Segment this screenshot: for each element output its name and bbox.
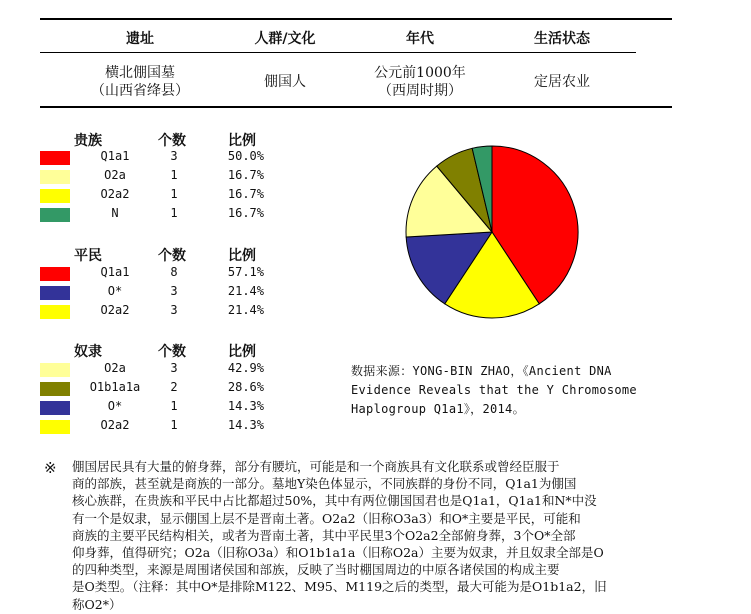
- ratio-header: 比例: [228, 248, 256, 264]
- percent: 16.7%: [227, 187, 264, 201]
- percent: 16.7%: [227, 168, 264, 182]
- group-commoners: [40, 245, 280, 323]
- col-header-people: 人群/文化: [254, 31, 316, 47]
- count: 1: [170, 187, 178, 201]
- note-paragraph: [72, 458, 672, 613]
- table-row: [40, 303, 280, 321]
- count: 3: [170, 284, 178, 298]
- note-line: 倗国居民具有大量的俯身葬，部分有腰坑，可能是和一个商族具有文化联系或曾经臣服于: [72, 459, 560, 474]
- color-swatch: [40, 305, 70, 319]
- count: 3: [170, 303, 178, 317]
- table-row: [40, 399, 280, 417]
- date-line1: 公元前1000年: [374, 65, 466, 81]
- percent: 14.3%: [227, 418, 264, 432]
- count: 1: [170, 206, 178, 220]
- col-header-site: 遗址: [126, 31, 154, 47]
- percent: 57.1%: [227, 265, 264, 279]
- count: 3: [170, 149, 178, 163]
- percent: 16.7%: [227, 206, 264, 220]
- table-row: [40, 149, 280, 167]
- note-line: 称O2*）: [72, 596, 122, 612]
- haplogroup: O*: [107, 399, 123, 413]
- haplogroup: O2a2: [100, 303, 130, 317]
- color-swatch: [40, 420, 70, 434]
- source-line: 数据来源：YONG-BIN ZHAO，《Ancient DNA: [351, 364, 612, 378]
- color-swatch: [40, 189, 70, 203]
- percent: 28.6%: [227, 380, 264, 394]
- date-value: [350, 64, 490, 100]
- group-nobles: [40, 130, 280, 226]
- note-line: 仰身葬，值得研究；O2a（旧称O3a）和O1b1a1a（旧称O2a）主要为奴隶，并且奴隶全部是O: [72, 545, 604, 561]
- percent: 42.9%: [227, 361, 264, 375]
- group-title: 贵族: [74, 133, 102, 149]
- table-row: [40, 187, 280, 205]
- percent: 21.4%: [227, 284, 264, 298]
- haplogroup: O2a: [104, 168, 126, 182]
- top-rule: [40, 18, 672, 20]
- haplogroup-pie-chart: [400, 140, 590, 330]
- haplogroup: O1b1a1a: [89, 380, 141, 394]
- count: 8: [170, 265, 178, 279]
- color-swatch: [40, 286, 70, 300]
- count: 3: [170, 361, 178, 375]
- site-name: [70, 64, 210, 100]
- group-title: 奴隶: [74, 344, 102, 360]
- people-name: 倗国人: [264, 74, 306, 90]
- note-line: 是O类型。（注释：其中O*是排除M122、M95、M119之后的类型，最大可能为是O1b1a2，旧: [72, 579, 607, 595]
- haplogroup: O2a2: [100, 418, 130, 432]
- percent: 14.3%: [227, 399, 264, 413]
- count-header: 个数: [158, 133, 186, 149]
- color-swatch: [40, 363, 70, 377]
- haplogroup: O2a: [104, 361, 126, 375]
- source-line: Evidence Reveals that the Y Chromosome: [351, 383, 637, 397]
- percent: 21.4%: [227, 303, 264, 317]
- lifestyle-value: 定居农业: [534, 74, 590, 90]
- header-rule: [40, 52, 636, 53]
- color-swatch: [40, 267, 70, 281]
- col-header-date: 年代: [406, 31, 434, 47]
- date-line2: （西周时期）: [378, 83, 462, 99]
- count: 1: [170, 168, 178, 182]
- col-header-lifestyle: 生活状态: [534, 31, 590, 47]
- group-header: [40, 341, 280, 359]
- color-swatch: [40, 208, 70, 222]
- haplogroup: O2a2: [100, 187, 130, 201]
- count-header: 个数: [158, 344, 186, 360]
- color-swatch: [40, 401, 70, 415]
- bottom-rule: [40, 106, 672, 108]
- site-name-line1: 横北倗国墓: [105, 65, 175, 81]
- table-row: [40, 168, 280, 186]
- ratio-header: 比例: [228, 344, 256, 360]
- header-table: [40, 18, 672, 108]
- haplogroup: O*: [107, 284, 123, 298]
- haplogroup: Q1a1: [100, 265, 130, 279]
- site-name-line2: （山西省绛县）: [91, 83, 189, 99]
- haplogroup: N: [111, 206, 119, 220]
- note-line: 有一个是奴隶，显示倗国上层不是晋南土著。O2a2（旧称O3a3）和O*主要是平民，可能和: [72, 510, 581, 526]
- table-row: [40, 380, 280, 398]
- note-line: 商的部族，甚至就是商族的一部分。墓地Y染色体显示，不同族群的身份不同，Q1a1为倗国: [72, 476, 577, 492]
- table-row: [40, 361, 280, 379]
- color-swatch: [40, 382, 70, 396]
- group-title: 平民: [74, 248, 102, 264]
- note-line: 的四种类型，来源是周围诸侯国和部族，反映了当时棚国周边的中原各诸侯国的构成主要: [72, 562, 560, 578]
- source-line: Haplogroup Q1a1》，2014。: [351, 402, 525, 416]
- group-slaves: [40, 341, 280, 437]
- note-line: 商族的主要平民结构相关，或者为晋南土著，其中平民里3个O2a2全部俯身葬，3个O*全部: [72, 527, 576, 543]
- count: 1: [170, 399, 178, 413]
- ratio-header: 比例: [228, 133, 256, 149]
- note-line: 核心族群，在贵族和平民中占比都超过50%，其中有两位倗国国君也是Q1a1，Q1a1和N*中没: [72, 493, 597, 509]
- haplogroup: Q1a1: [100, 149, 130, 163]
- color-swatch: [40, 151, 70, 165]
- count-header: 个数: [158, 248, 186, 264]
- percent: 50.0%: [227, 149, 264, 163]
- color-swatch: [40, 170, 70, 184]
- group-header: [40, 130, 280, 148]
- table-row: [40, 284, 280, 302]
- data-source: [351, 362, 651, 419]
- count: 2: [170, 380, 178, 394]
- table-row: [40, 418, 280, 436]
- group-header: [40, 245, 280, 263]
- table-row: [40, 265, 280, 283]
- table-row: [40, 206, 280, 224]
- note-mark: ※: [44, 459, 57, 477]
- count: 1: [170, 418, 178, 432]
